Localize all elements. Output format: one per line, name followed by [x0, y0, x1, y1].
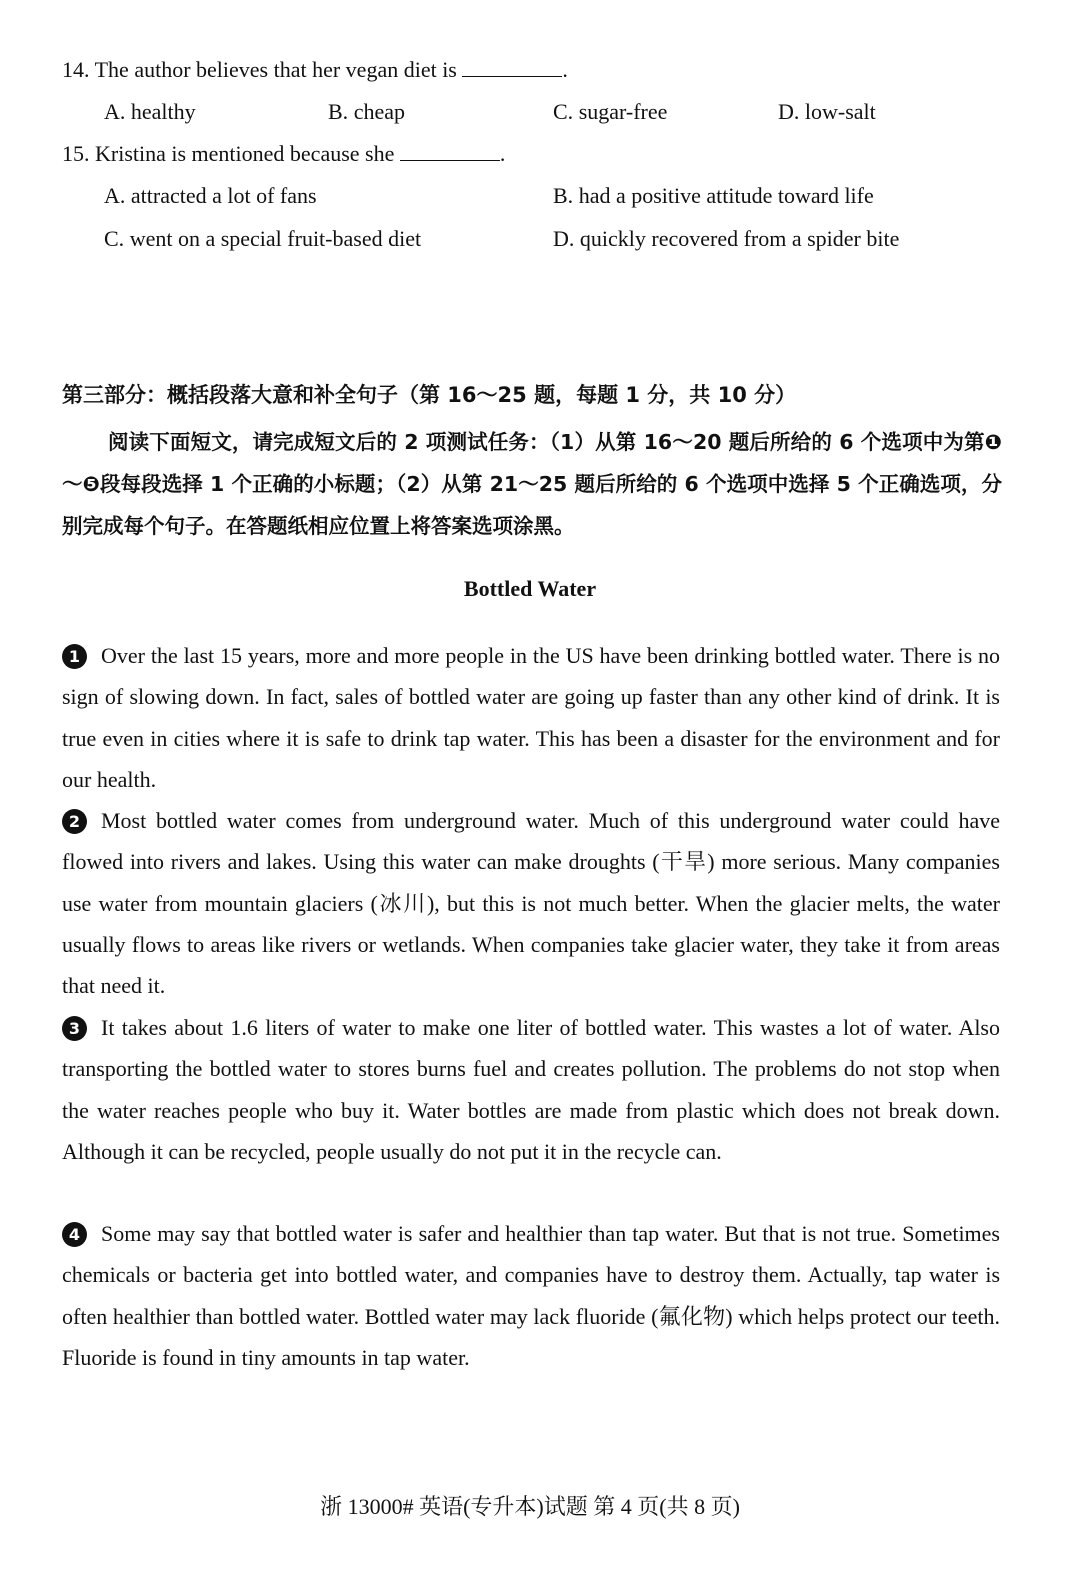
option-letter: B. [328, 99, 349, 124]
question-14-option-b [328, 97, 405, 127]
paragraph-number-badge: 1 [62, 644, 87, 669]
option-text: had a positive attitude toward life [578, 183, 874, 208]
paragraph-text: Some may say that bottled water is safer and healthier than tap water. But that is not true. Sometimes chemicals or bacteria get into bottled water, and companies have to destroy them. Actually, tap water is often healthier than bottled water. Bottled water may lack fluoride (氟化物) which helps protect our teeth. Fluoride is found in tiny amounts in tap water. [62, 1221, 1000, 1370]
paragraph-text: Most bottled water comes from underground water. Much of this underground water could have flowed into rivers and lakes. Using this water can make droughts (干旱) more serious. Many companies use water from mountain glaciers (冰川), but this is not much better. When the glacier melts, the water usually flows to areas like rivers or wetlands. When companies take glacier water, they take it from areas that need it. [62, 808, 1000, 999]
option-letter: C. [104, 226, 125, 251]
option-text: attracted a lot of fans [130, 183, 317, 208]
option-letter: A. [104, 183, 126, 208]
question-15-option-b [553, 181, 874, 211]
option-letter: D. [778, 99, 800, 124]
page-footer: 浙 13000# 英语(专升本)试题 第 4 页(共 8 页) [320, 1494, 740, 1519]
paragraph-text: Over the last 15 years, more and more people in the US have been drinking bottled water. There is no sign of slowing down. In fact, sales of bottled water are going up faster than any other kind of drink. It is true even in cities where it is safe to drink tap water. This has been a disaster for the environment and for our health. [62, 643, 1000, 792]
option-letter: D. [553, 226, 575, 251]
question-text: The author believes that her vegan diet is [94, 57, 457, 82]
section-instructions: 阅读下面短文，请完成短文后的 2 项测试任务：（1）从第 16～20 题后所给的 6 个选项中为第❶～❺段每段选择 1 个正确的小标题；（2）从第 21～25 题后所给的 6 个选项中选择 5 个正确选项，分别完成每个句子。在答题纸相应位置上将答案选项涂黑。 [62, 430, 1002, 538]
section-title: 第三部分：概括段落大意和补全句子（第 16～25 题，每题 1 分，共 10 分） [62, 383, 797, 407]
paragraph-3 [62, 1007, 1000, 1172]
option-letter: B. [553, 183, 574, 208]
answer-blank [462, 58, 562, 77]
question-15-option-d [553, 224, 899, 254]
question-text: Kristina is mentioned because she [95, 141, 395, 166]
option-text: went on a special fruit-based diet [129, 226, 422, 251]
paragraph-number-badge: 4 [62, 1222, 87, 1247]
option-text: healthy [130, 99, 196, 124]
question-14-option-a [104, 97, 196, 127]
question-end: . [499, 141, 506, 166]
paragraph-text: It takes about 1.6 liters of water to make one liter of bottled water. This wastes a lot of water. Also transporting the bottled water to stores burns fuel and creates pollution. The problems do not stop when the water reaches people who buy it. Water bottles are made from plastic which does not break down. Although it can be recycled, people usually do not put it in the recycle can. [62, 1015, 1000, 1164]
paragraph-1 [62, 635, 1000, 800]
option-text: low-salt [804, 99, 876, 124]
question-15-option-a [104, 181, 317, 211]
option-text: quickly recovered from a spider bite [579, 226, 900, 251]
question-14-option-c [553, 97, 667, 127]
paragraph-4 [62, 1213, 1000, 1378]
question-end: . [562, 57, 568, 82]
question-14-option-d [778, 97, 876, 127]
paragraph-number-badge: 2 [62, 809, 87, 834]
passage-title: Bottled Water [463, 576, 597, 601]
question-14-stem [62, 55, 568, 85]
option-text: sugar-free [578, 99, 668, 124]
answer-blank [400, 142, 500, 161]
question-15-option-c [104, 224, 421, 254]
option-text: cheap [353, 99, 405, 124]
option-letter: C. [553, 99, 574, 124]
option-letter: A. [104, 99, 126, 124]
paragraph-2 [62, 800, 1000, 1006]
paragraph-number-badge: 3 [62, 1016, 87, 1041]
question-15-stem [62, 139, 505, 169]
question-number: 14. [62, 57, 90, 82]
question-number: 15. [62, 141, 90, 166]
